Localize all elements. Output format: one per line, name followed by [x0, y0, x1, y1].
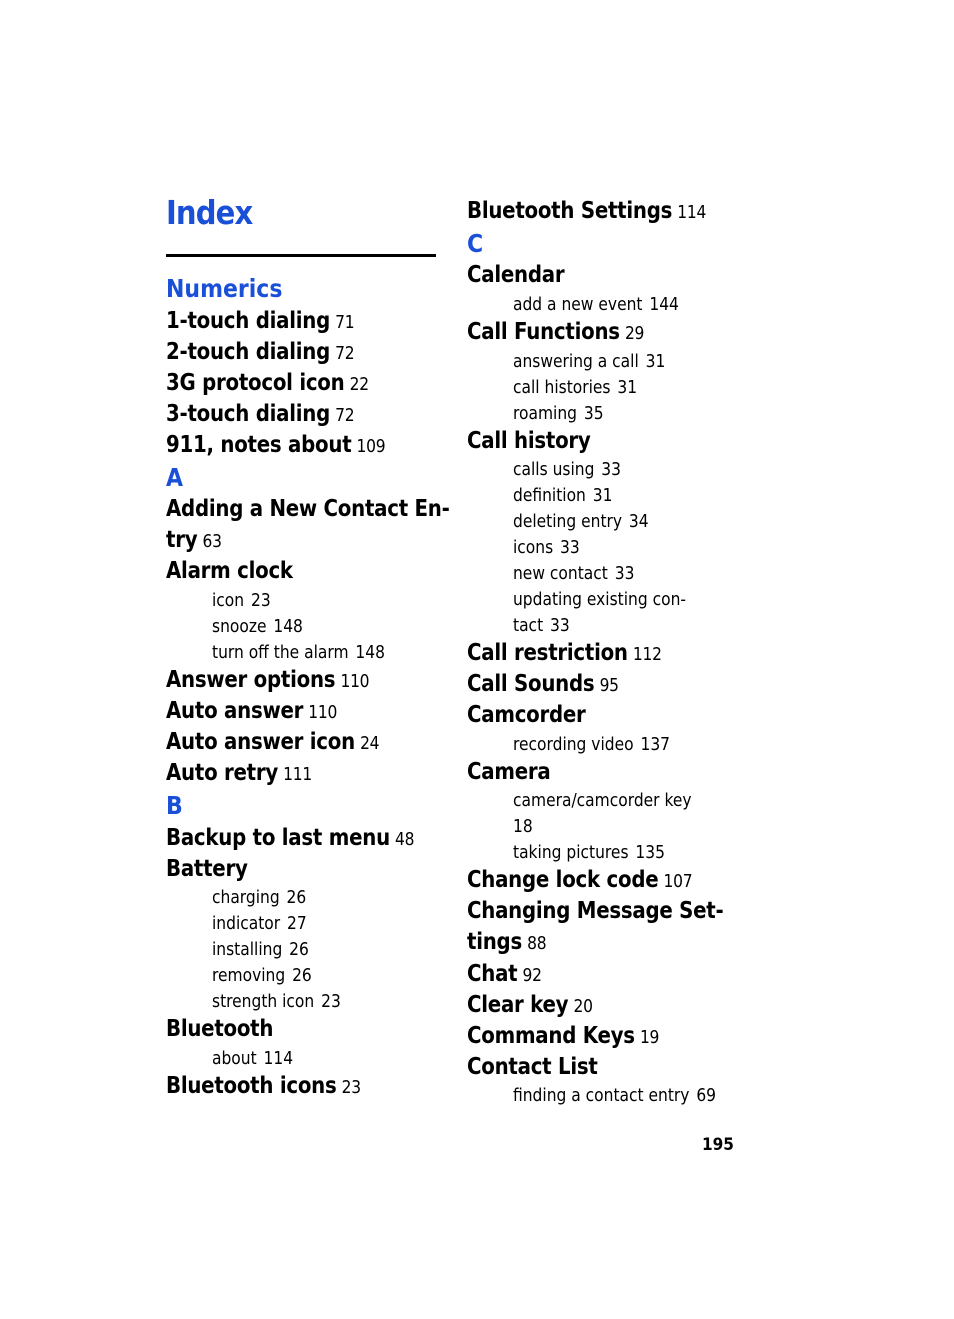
- index-entry: [467, 990, 593, 1022]
- index-entry: [166, 306, 354, 338]
- index-page-ref: 95: [599, 675, 619, 696]
- index-subentry: [513, 535, 580, 561]
- index-page-ref: 31: [617, 377, 638, 398]
- index-term: recording video: [513, 734, 634, 755]
- index-term: turn off the alarm: [212, 642, 349, 663]
- index-entry: [166, 696, 337, 728]
- index-entry: [166, 494, 450, 525]
- index-page-ref: 114: [677, 202, 707, 223]
- index-term: Bluetooth icons: [166, 1073, 337, 1099]
- index-subentry: [513, 1083, 716, 1109]
- index-page-ref: 107: [663, 871, 693, 892]
- index-entry: [467, 669, 619, 701]
- index-term: Answer options: [166, 667, 336, 693]
- index-page-ref: 148: [273, 616, 303, 637]
- index-term: removing: [212, 965, 286, 986]
- index-term: 2-touch dialing: [166, 339, 331, 365]
- index-term: 1-touch dialing: [166, 308, 331, 334]
- index-entry: [467, 317, 644, 349]
- index-page-ref: 31: [645, 351, 666, 372]
- index-term: Contact List: [467, 1054, 598, 1080]
- index-page-ref: 29: [624, 323, 645, 344]
- index-term: add a new event: [513, 294, 643, 315]
- index-term: Call restriction: [467, 640, 628, 666]
- index-subentry: [212, 614, 303, 640]
- index-entry: [166, 1071, 361, 1103]
- index-subentry: [513, 457, 621, 483]
- index-page-ref: 33: [601, 459, 621, 480]
- index-page-ref: 23: [321, 991, 341, 1012]
- index-page-ref: 33: [560, 537, 580, 558]
- index-entry: [467, 426, 591, 457]
- index-term: icons: [513, 537, 554, 558]
- index-page-ref: 114: [263, 1048, 294, 1069]
- index-subentry: [513, 349, 665, 375]
- index-subentry: [212, 989, 341, 1015]
- index-page-ref: 72: [335, 343, 355, 364]
- index-entry: [467, 1021, 659, 1053]
- index-term: 3G protocol icon: [166, 370, 345, 396]
- index-entry: [467, 196, 706, 228]
- index-page-ref: 71: [335, 312, 355, 333]
- index-term: definition: [513, 485, 586, 506]
- index-subentry: [513, 814, 533, 840]
- index-term: about: [212, 1048, 257, 1069]
- index-page-ref: 33: [550, 615, 570, 636]
- index-term: charging: [212, 887, 280, 908]
- index-entry: [166, 556, 293, 587]
- index-term: answering a call: [513, 351, 639, 372]
- index-page-ref: 34: [628, 511, 649, 532]
- index-page-ref: 26: [286, 887, 307, 908]
- index-entry: [166, 430, 385, 462]
- index-entry: [166, 525, 222, 557]
- index-entry: [166, 399, 354, 431]
- index-term: Calendar: [467, 262, 565, 288]
- index-page-ref: 112: [632, 644, 662, 665]
- index-entry: [467, 865, 692, 897]
- index-entry: [467, 896, 723, 927]
- index-term: Battery: [166, 856, 248, 882]
- page-number: 195: [702, 1135, 734, 1155]
- index-term: Call Sounds: [467, 671, 595, 697]
- index-page-ref: 137: [640, 734, 671, 755]
- index-page-ref: 27: [287, 913, 307, 934]
- index-term: try: [166, 527, 198, 553]
- index-page-ref: 110: [340, 671, 370, 692]
- index-term: Auto answer icon: [166, 729, 355, 755]
- index-entry: [467, 959, 542, 991]
- index-entry: [166, 665, 369, 697]
- index-subentry: [513, 292, 679, 318]
- index-term: installing: [212, 939, 283, 960]
- index-page-ref: 148: [355, 642, 385, 663]
- index-subentry: [212, 1046, 293, 1072]
- index-subentry: [513, 375, 637, 401]
- index-page-ref: 88: [527, 933, 547, 954]
- index-page-ref: 72: [335, 405, 355, 426]
- index-entry: [467, 927, 546, 959]
- index-term: updating existing con-: [513, 589, 686, 610]
- index-term: indicator: [212, 913, 281, 934]
- index-entry: [467, 260, 564, 291]
- index-term: calls using: [513, 459, 595, 480]
- index-term: Clear key: [467, 992, 569, 1018]
- index-page-ref: 92: [522, 965, 542, 986]
- index-term: taking pictures: [513, 842, 629, 863]
- index-subentry: [212, 911, 307, 937]
- index-page-ref: 33: [614, 563, 635, 584]
- index-subentry: [513, 561, 634, 587]
- index-term: Bluetooth: [166, 1016, 274, 1042]
- index-term: tact: [513, 615, 544, 636]
- index-page-ref: 48: [395, 829, 415, 850]
- index-entry: [467, 1052, 598, 1083]
- index-term: Call history: [467, 428, 591, 454]
- index-entry: [166, 1014, 273, 1045]
- index-page-ref: 24: [360, 733, 380, 754]
- index-subentry: [513, 840, 665, 866]
- index-page-ref: 63: [202, 531, 222, 552]
- index-page-ref: 26: [292, 965, 312, 986]
- index-subentry: [513, 788, 692, 814]
- index-term: new contact: [513, 563, 608, 584]
- index-term: C: [467, 229, 484, 258]
- index-page-ref: 23: [250, 590, 271, 611]
- index-page-ref: 20: [573, 996, 593, 1017]
- index-term: Alarm clock: [166, 558, 293, 584]
- index-section-letter: [467, 228, 483, 259]
- index-term: Auto retry: [166, 760, 279, 786]
- index-term: Bluetooth Settings: [467, 198, 673, 224]
- index-entry: [166, 823, 414, 855]
- index-term: Camera: [467, 759, 551, 785]
- index-subentry: [513, 483, 612, 509]
- index-term: roaming: [513, 403, 578, 424]
- index-subentry: [513, 732, 670, 758]
- index-term: Change lock code: [467, 867, 659, 893]
- index-section-letter: [166, 790, 183, 821]
- index-term: Numerics: [166, 274, 283, 303]
- index-subentry: [212, 963, 312, 989]
- index-page-ref: 35: [583, 403, 604, 424]
- index-entry: [166, 727, 379, 759]
- index-term: Camcorder: [467, 702, 586, 728]
- index-term: Call Functions: [467, 319, 620, 345]
- index-page-ref: 19: [639, 1027, 660, 1048]
- index-term: tings: [467, 929, 522, 955]
- index-entry: [166, 337, 354, 369]
- index-term: icon: [212, 590, 245, 611]
- index-entry: [166, 758, 312, 790]
- index-term: Command Keys: [467, 1023, 635, 1049]
- index-term: Chat: [467, 961, 518, 987]
- index-page-ref: 144: [649, 294, 679, 315]
- index-term: call histories: [513, 377, 611, 398]
- index-term: snooze: [212, 616, 267, 637]
- index-page-ref: 31: [592, 485, 613, 506]
- index-page-ref: 135: [635, 842, 665, 863]
- index-term: Backup to last menu: [166, 825, 390, 851]
- index-term: deleting entry: [513, 511, 623, 532]
- index-page-ref: 69: [696, 1085, 717, 1106]
- index-subentry: [513, 509, 649, 535]
- index-subentry: [212, 640, 385, 666]
- index-section-letter: [166, 462, 183, 493]
- index-term: B: [166, 791, 183, 820]
- index-term: finding a contact entry: [513, 1085, 690, 1106]
- index-page-ref: 26: [289, 939, 309, 960]
- index-term: A: [166, 463, 184, 492]
- index-entry: [166, 368, 369, 400]
- index-subentry: [513, 587, 686, 613]
- index-term: Changing Message Set-: [467, 898, 724, 924]
- index-term: strength icon: [212, 991, 315, 1012]
- index-page-ref: 22: [349, 374, 369, 395]
- index-term: 911, notes about: [166, 432, 352, 458]
- page-title: Index: [166, 193, 253, 232]
- index-subentry: [513, 401, 604, 427]
- index-page-ref: 23: [341, 1077, 361, 1098]
- index-term: Auto answer: [166, 698, 304, 724]
- index-entry: [467, 700, 586, 731]
- index-page-ref: 111: [283, 764, 312, 785]
- index-page-ref: 109: [356, 436, 386, 457]
- index-term: Adding a New Contact En-: [166, 496, 450, 522]
- index-entry: [467, 638, 662, 670]
- index-entry: [467, 757, 550, 788]
- index-term: 3-touch dialing: [166, 401, 331, 427]
- index-section-letter: [166, 273, 282, 304]
- index-subentry: [513, 613, 570, 639]
- index-term: camera/camcorder key: [513, 790, 692, 811]
- index-subentry: [212, 937, 309, 963]
- index-term: 18: [513, 816, 533, 837]
- index-subentry: [212, 588, 271, 614]
- index-entry: [166, 854, 248, 885]
- index-page-ref: 110: [308, 702, 338, 723]
- index-subentry: [212, 885, 306, 911]
- title-rule: [166, 254, 436, 257]
